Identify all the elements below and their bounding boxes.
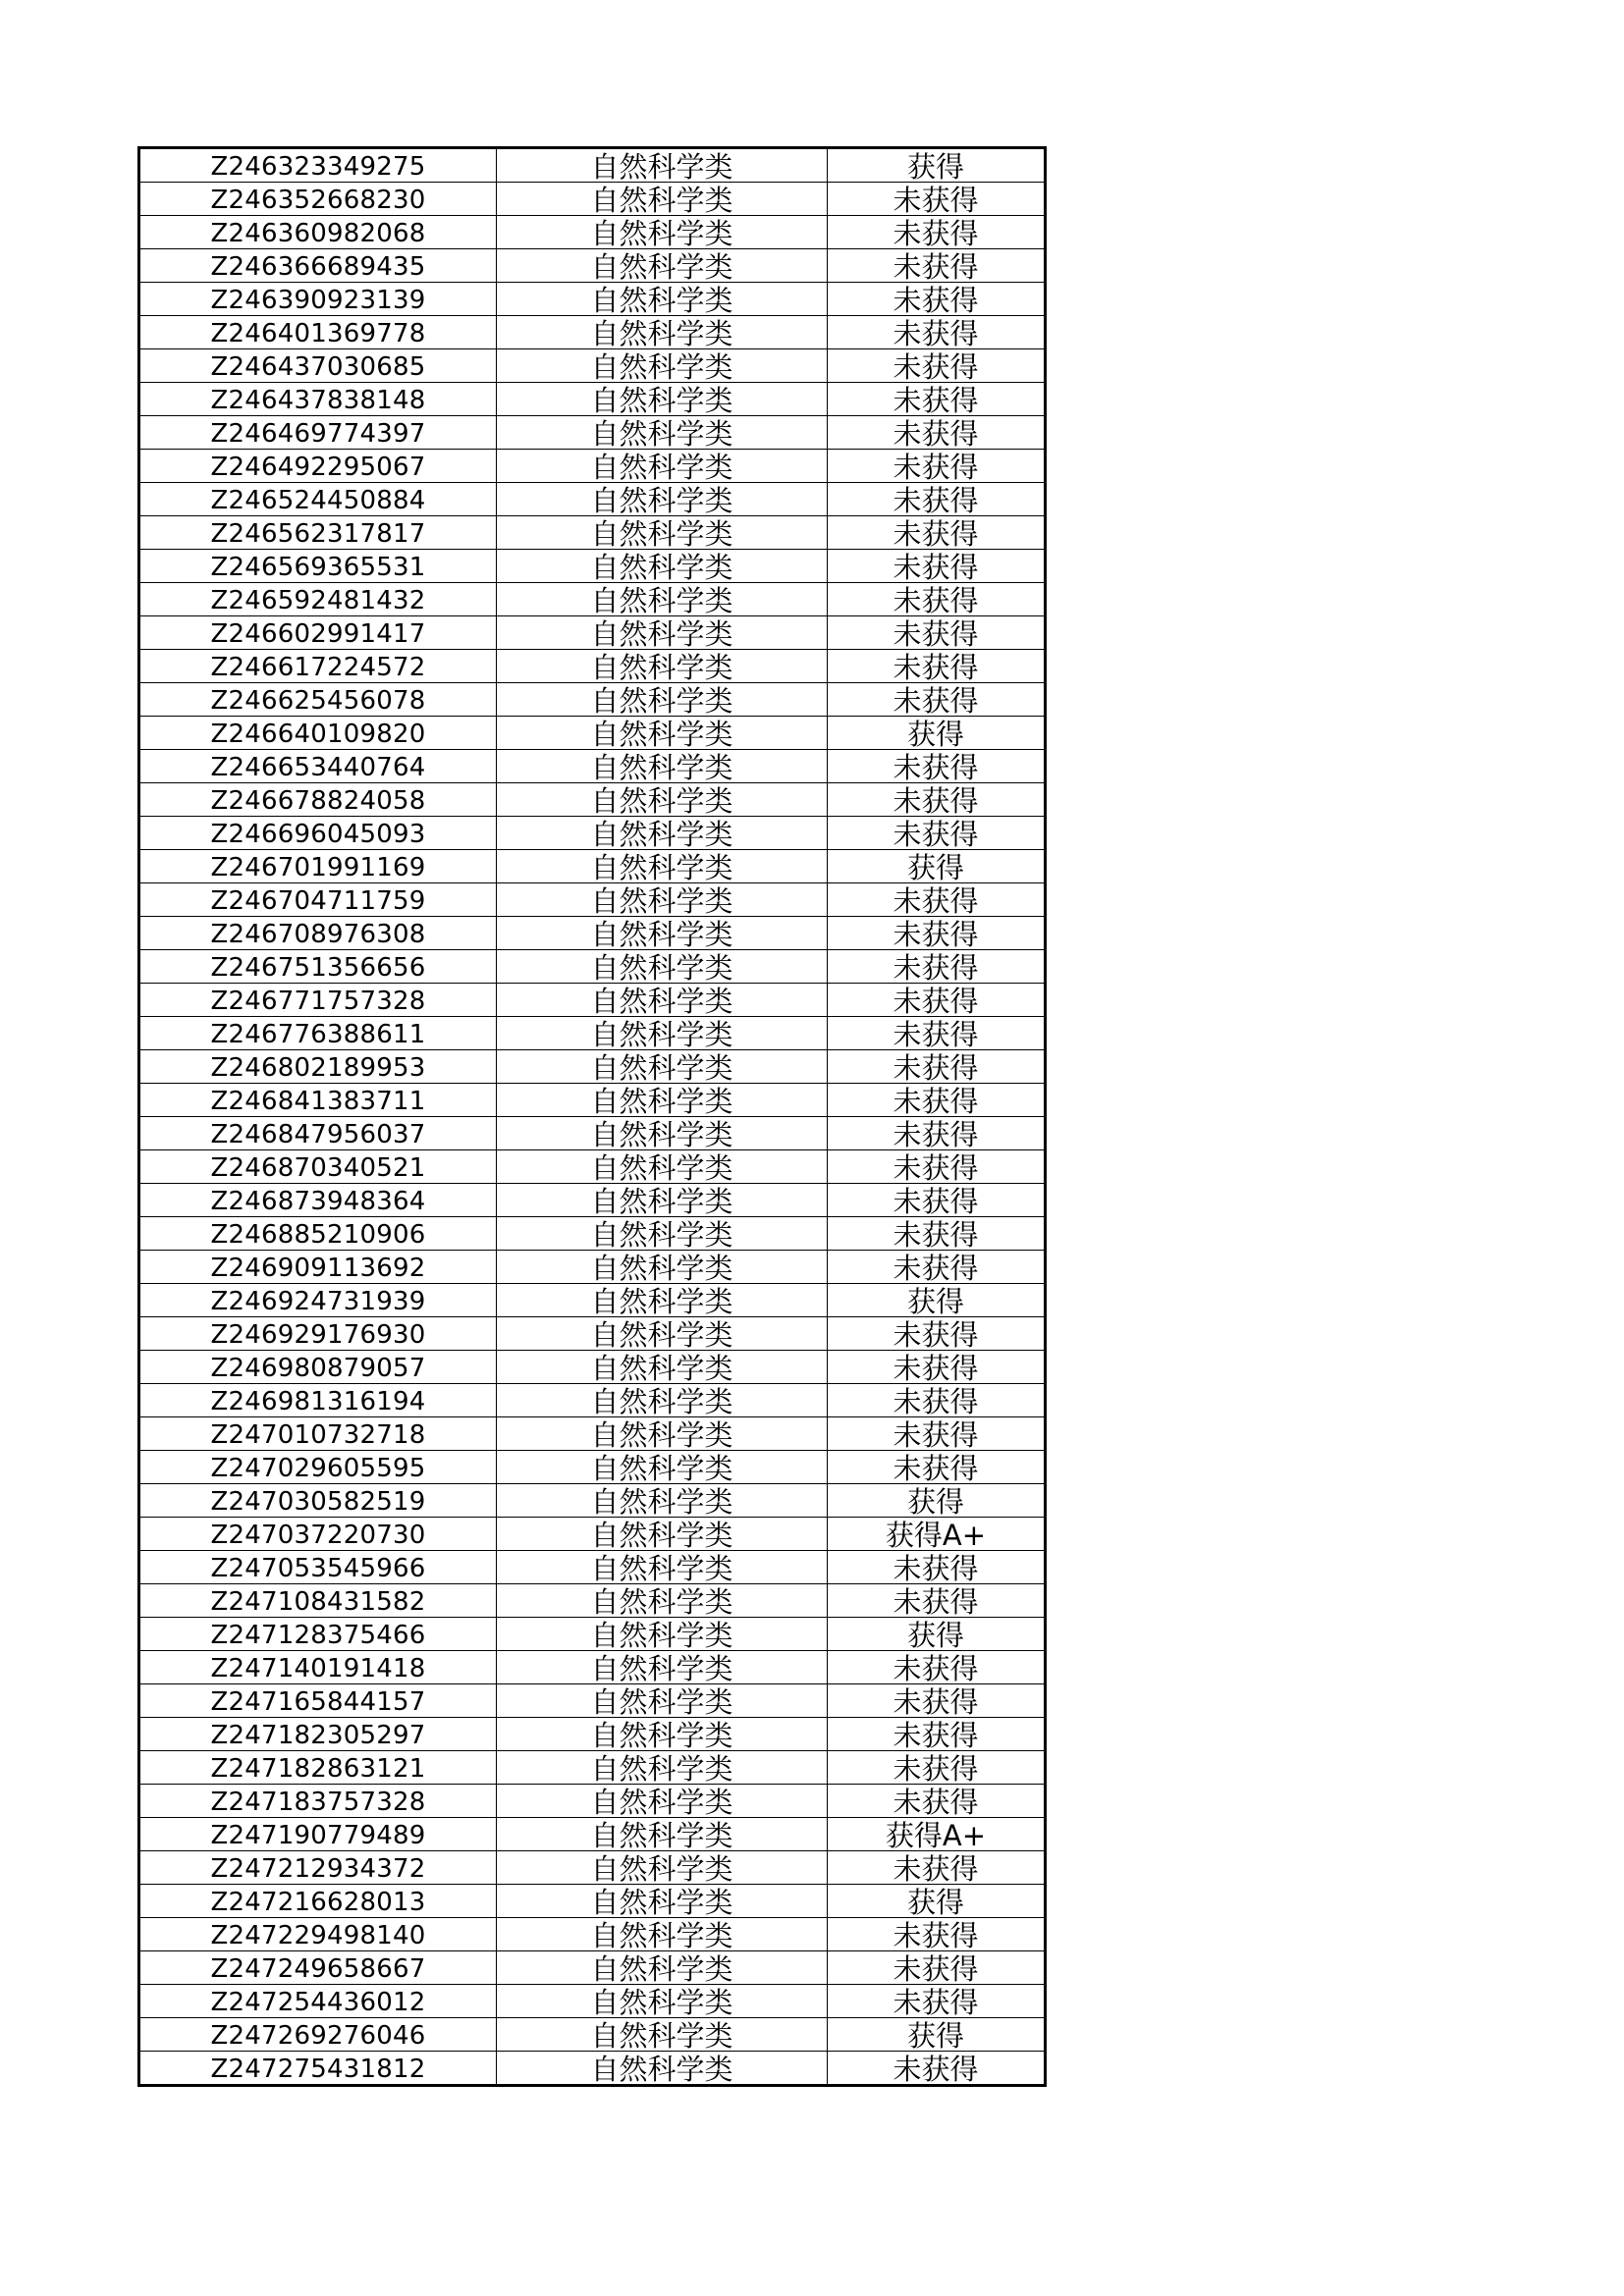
result-cell: 未获得 — [828, 1317, 1046, 1351]
result-cell: 获得 — [828, 1618, 1046, 1651]
candidate-id-cell: Z246323349275 — [139, 148, 497, 183]
result-cell: 未获得 — [828, 1751, 1046, 1785]
table-row — [139, 1351, 1046, 1384]
table-row — [139, 1084, 1046, 1117]
candidate-id-cell: Z247053545966 — [139, 1551, 497, 1584]
category-cell: 自然科学类 — [497, 283, 828, 316]
candidate-id-cell: Z247029605595 — [139, 1451, 497, 1484]
category-cell: 自然科学类 — [497, 1217, 828, 1251]
candidate-id-cell: Z246924731939 — [139, 1284, 497, 1317]
category-cell: 自然科学类 — [497, 450, 828, 483]
candidate-id-cell: Z246873948364 — [139, 1184, 497, 1217]
candidate-id-cell: Z247254436012 — [139, 1985, 497, 2018]
category-cell: 自然科学类 — [497, 1384, 828, 1417]
table-row — [139, 1818, 1046, 1851]
category-cell: 自然科学类 — [497, 1851, 828, 1885]
candidate-id-cell: Z246352668230 — [139, 183, 497, 216]
category-cell: 自然科学类 — [497, 750, 828, 783]
table-row — [139, 1951, 1046, 1985]
candidate-id-cell: Z246847956037 — [139, 1117, 497, 1150]
table-row — [139, 1284, 1046, 1317]
candidate-id-cell: Z247010732718 — [139, 1417, 497, 1451]
candidate-id-cell: Z246640109820 — [139, 717, 497, 750]
table-row — [139, 1384, 1046, 1417]
category-cell: 自然科学类 — [497, 2052, 828, 2086]
table-row — [139, 416, 1046, 450]
category-cell: 自然科学类 — [497, 650, 828, 683]
result-cell: 未获得 — [828, 917, 1046, 950]
table-row — [139, 1851, 1046, 1885]
candidate-id-cell: Z246981316194 — [139, 1384, 497, 1417]
result-cell: 未获得 — [828, 583, 1046, 616]
table-row — [139, 1918, 1046, 1951]
category-cell: 自然科学类 — [497, 249, 828, 283]
category-cell: 自然科学类 — [497, 1584, 828, 1618]
result-cell: 未获得 — [828, 316, 1046, 349]
candidate-id-cell: Z246469774397 — [139, 416, 497, 450]
candidate-id-cell: Z246870340521 — [139, 1150, 497, 1184]
candidate-id-cell: Z247140191418 — [139, 1651, 497, 1684]
table-row — [139, 683, 1046, 717]
result-cell: 未获得 — [828, 383, 1046, 416]
category-cell: 自然科学类 — [497, 550, 828, 583]
result-cell: 获得 — [828, 717, 1046, 750]
table-row — [139, 1017, 1046, 1050]
candidate-id-cell: Z246701991169 — [139, 850, 497, 883]
candidate-id-cell: Z247275431812 — [139, 2052, 497, 2086]
table-row — [139, 650, 1046, 683]
category-cell: 自然科学类 — [497, 148, 828, 183]
category-cell: 自然科学类 — [497, 1284, 828, 1317]
candidate-id-cell: Z246492295067 — [139, 450, 497, 483]
results-table — [137, 146, 1047, 2087]
candidate-id-cell: Z246678824058 — [139, 783, 497, 817]
category-cell: 自然科学类 — [497, 1918, 828, 1951]
result-cell: 未获得 — [828, 1918, 1046, 1951]
category-cell: 自然科学类 — [497, 1518, 828, 1551]
category-cell: 自然科学类 — [497, 1951, 828, 1985]
candidate-id-cell: Z246569365531 — [139, 550, 497, 583]
result-cell: 未获得 — [828, 283, 1046, 316]
category-cell: 自然科学类 — [497, 1184, 828, 1217]
table-row — [139, 1184, 1046, 1217]
result-cell: 未获得 — [828, 216, 1046, 249]
candidate-id-cell: Z246776388611 — [139, 1017, 497, 1050]
category-cell: 自然科学类 — [497, 616, 828, 650]
candidate-id-cell: Z246437838148 — [139, 383, 497, 416]
candidate-id-cell: Z247269276046 — [139, 2018, 497, 2052]
category-cell: 自然科学类 — [497, 984, 828, 1017]
table-row — [139, 349, 1046, 383]
table-row — [139, 1451, 1046, 1484]
result-cell: 未获得 — [828, 817, 1046, 850]
candidate-id-cell: Z246708976308 — [139, 917, 497, 950]
candidate-id-cell: Z246437030685 — [139, 349, 497, 383]
table-row — [139, 917, 1046, 950]
result-cell: 未获得 — [828, 683, 1046, 717]
result-cell: 未获得 — [828, 516, 1046, 550]
table-row — [139, 1584, 1046, 1618]
table-row — [139, 1751, 1046, 1785]
result-cell: 未获得 — [828, 416, 1046, 450]
category-cell: 自然科学类 — [497, 1818, 828, 1851]
candidate-id-cell: Z246771757328 — [139, 984, 497, 1017]
table-row — [139, 283, 1046, 316]
table-row — [139, 249, 1046, 283]
category-cell: 自然科学类 — [497, 1017, 828, 1050]
candidate-id-cell: Z247190779489 — [139, 1818, 497, 1851]
result-cell: 未获得 — [828, 950, 1046, 984]
result-cell: 未获得 — [828, 1551, 1046, 1584]
result-cell: 未获得 — [828, 984, 1046, 1017]
category-cell: 自然科学类 — [497, 1885, 828, 1918]
result-cell: 获得A+ — [828, 1818, 1046, 1851]
category-cell: 自然科学类 — [497, 1050, 828, 1084]
category-cell: 自然科学类 — [497, 1251, 828, 1284]
candidate-id-cell: Z246401369778 — [139, 316, 497, 349]
result-cell: 获得 — [828, 1484, 1046, 1518]
candidate-id-cell: Z247212934372 — [139, 1851, 497, 1885]
results-table-body — [139, 148, 1046, 2086]
candidate-id-cell: Z246980879057 — [139, 1351, 497, 1384]
result-cell: 未获得 — [828, 550, 1046, 583]
result-cell: 未获得 — [828, 483, 1046, 516]
result-cell: 未获得 — [828, 1785, 1046, 1818]
result-cell: 未获得 — [828, 750, 1046, 783]
result-cell: 未获得 — [828, 1684, 1046, 1718]
candidate-id-cell: Z246617224572 — [139, 650, 497, 683]
category-cell: 自然科学类 — [497, 383, 828, 416]
category-cell: 自然科学类 — [497, 349, 828, 383]
result-cell: 获得 — [828, 148, 1046, 183]
table-row — [139, 1718, 1046, 1751]
category-cell: 自然科学类 — [497, 1651, 828, 1684]
candidate-id-cell: Z246360982068 — [139, 216, 497, 249]
candidate-id-cell: Z247030582519 — [139, 1484, 497, 1518]
table-row — [139, 450, 1046, 483]
result-cell: 未获得 — [828, 1184, 1046, 1217]
table-row — [139, 1417, 1046, 1451]
category-cell: 自然科学类 — [497, 1718, 828, 1751]
table-row — [139, 1785, 1046, 1818]
candidate-id-cell: Z246929176930 — [139, 1317, 497, 1351]
table-row — [139, 2018, 1046, 2052]
results-sheet — [137, 146, 1047, 2087]
category-cell: 自然科学类 — [497, 817, 828, 850]
category-cell: 自然科学类 — [497, 1351, 828, 1384]
candidate-id-cell: Z246602991417 — [139, 616, 497, 650]
candidate-id-cell: Z246751356656 — [139, 950, 497, 984]
category-cell: 自然科学类 — [497, 1317, 828, 1351]
table-row — [139, 316, 1046, 349]
table-row — [139, 1885, 1046, 1918]
category-cell: 自然科学类 — [497, 950, 828, 984]
result-cell: 未获得 — [828, 1718, 1046, 1751]
table-row — [139, 984, 1046, 1017]
category-cell: 自然科学类 — [497, 1985, 828, 2018]
result-cell: 未获得 — [828, 650, 1046, 683]
result-cell: 未获得 — [828, 1651, 1046, 1684]
result-cell: 未获得 — [828, 1084, 1046, 1117]
candidate-id-cell: Z246841383711 — [139, 1084, 497, 1117]
category-cell: 自然科学类 — [497, 1417, 828, 1451]
result-cell: 未获得 — [828, 1451, 1046, 1484]
category-cell: 自然科学类 — [497, 1618, 828, 1651]
result-cell: 未获得 — [828, 783, 1046, 817]
table-row — [139, 550, 1046, 583]
category-cell: 自然科学类 — [497, 1150, 828, 1184]
table-row — [139, 383, 1046, 416]
candidate-id-cell: Z246802189953 — [139, 1050, 497, 1084]
table-row — [139, 1317, 1046, 1351]
category-cell: 自然科学类 — [497, 583, 828, 616]
result-cell: 未获得 — [828, 1251, 1046, 1284]
table-row — [139, 148, 1046, 183]
result-cell: 未获得 — [828, 1117, 1046, 1150]
result-cell: 未获得 — [828, 1217, 1046, 1251]
candidate-id-cell: Z247183757328 — [139, 1785, 497, 1818]
result-cell: 未获得 — [828, 616, 1046, 650]
result-cell: 获得 — [828, 2018, 1046, 2052]
result-cell: 获得A+ — [828, 1518, 1046, 1551]
category-cell: 自然科学类 — [497, 1084, 828, 1117]
result-cell: 未获得 — [828, 1951, 1046, 1985]
result-cell: 未获得 — [828, 249, 1046, 283]
table-row — [139, 717, 1046, 750]
table-row — [139, 516, 1046, 550]
category-cell: 自然科学类 — [497, 1751, 828, 1785]
candidate-id-cell: Z246592481432 — [139, 583, 497, 616]
category-cell: 自然科学类 — [497, 1451, 828, 1484]
category-cell: 自然科学类 — [497, 216, 828, 249]
candidate-id-cell: Z247182305297 — [139, 1718, 497, 1751]
table-row — [139, 783, 1046, 817]
candidate-id-cell: Z246885210906 — [139, 1217, 497, 1251]
result-cell: 未获得 — [828, 1985, 1046, 2018]
table-row — [139, 1518, 1046, 1551]
result-cell: 未获得 — [828, 1417, 1046, 1451]
category-cell: 自然科学类 — [497, 316, 828, 349]
table-row — [139, 1217, 1046, 1251]
category-cell: 自然科学类 — [497, 1117, 828, 1150]
candidate-id-cell: Z246696045093 — [139, 817, 497, 850]
candidate-id-cell: Z246704711759 — [139, 883, 497, 917]
candidate-id-cell: Z247165844157 — [139, 1684, 497, 1718]
category-cell: 自然科学类 — [497, 717, 828, 750]
result-cell: 未获得 — [828, 349, 1046, 383]
candidate-id-cell: Z247037220730 — [139, 1518, 497, 1551]
table-row — [139, 750, 1046, 783]
category-cell: 自然科学类 — [497, 516, 828, 550]
candidate-id-cell: Z246524450884 — [139, 483, 497, 516]
candidate-id-cell: Z246653440764 — [139, 750, 497, 783]
category-cell: 自然科学类 — [497, 2018, 828, 2052]
table-row — [139, 950, 1046, 984]
table-row — [139, 1551, 1046, 1584]
table-row — [139, 1985, 1046, 2018]
category-cell: 自然科学类 — [497, 1684, 828, 1718]
candidate-id-cell: Z247182863121 — [139, 1751, 497, 1785]
table-row — [139, 183, 1046, 216]
table-row — [139, 2052, 1046, 2086]
category-cell: 自然科学类 — [497, 483, 828, 516]
result-cell: 未获得 — [828, 1584, 1046, 1618]
result-cell: 未获得 — [828, 1851, 1046, 1885]
category-cell: 自然科学类 — [497, 917, 828, 950]
result-cell: 未获得 — [828, 1150, 1046, 1184]
table-row — [139, 616, 1046, 650]
table-row — [139, 216, 1046, 249]
table-row — [139, 1484, 1046, 1518]
candidate-id-cell: Z247229498140 — [139, 1918, 497, 1951]
category-cell: 自然科学类 — [497, 683, 828, 717]
candidate-id-cell: Z246625456078 — [139, 683, 497, 717]
table-row — [139, 1150, 1046, 1184]
table-row — [139, 817, 1046, 850]
category-cell: 自然科学类 — [497, 1551, 828, 1584]
result-cell: 未获得 — [828, 2052, 1046, 2086]
table-row — [139, 1651, 1046, 1684]
result-cell: 未获得 — [828, 883, 1046, 917]
result-cell: 未获得 — [828, 1017, 1046, 1050]
result-cell: 未获得 — [828, 1351, 1046, 1384]
candidate-id-cell: Z247108431582 — [139, 1584, 497, 1618]
result-cell: 未获得 — [828, 183, 1046, 216]
candidate-id-cell: Z247128375466 — [139, 1618, 497, 1651]
table-row — [139, 850, 1046, 883]
candidate-id-cell: Z246366689435 — [139, 249, 497, 283]
table-row — [139, 1684, 1046, 1718]
candidate-id-cell: Z247249658667 — [139, 1951, 497, 1985]
category-cell: 自然科学类 — [497, 883, 828, 917]
result-cell: 未获得 — [828, 1384, 1046, 1417]
category-cell: 自然科学类 — [497, 416, 828, 450]
table-row — [139, 1050, 1046, 1084]
result-cell: 未获得 — [828, 1050, 1046, 1084]
table-row — [139, 583, 1046, 616]
category-cell: 自然科学类 — [497, 783, 828, 817]
result-cell: 获得 — [828, 1284, 1046, 1317]
candidate-id-cell: Z246909113692 — [139, 1251, 497, 1284]
candidate-id-cell: Z247216628013 — [139, 1885, 497, 1918]
table-row — [139, 883, 1046, 917]
table-row — [139, 1251, 1046, 1284]
category-cell: 自然科学类 — [497, 1785, 828, 1818]
candidate-id-cell: Z246390923139 — [139, 283, 497, 316]
table-row — [139, 1117, 1046, 1150]
table-row — [139, 483, 1046, 516]
candidate-id-cell: Z246562317817 — [139, 516, 497, 550]
category-cell: 自然科学类 — [497, 1484, 828, 1518]
category-cell: 自然科学类 — [497, 850, 828, 883]
result-cell: 获得 — [828, 1885, 1046, 1918]
result-cell: 获得 — [828, 850, 1046, 883]
result-cell: 未获得 — [828, 450, 1046, 483]
table-row — [139, 1618, 1046, 1651]
category-cell: 自然科学类 — [497, 183, 828, 216]
